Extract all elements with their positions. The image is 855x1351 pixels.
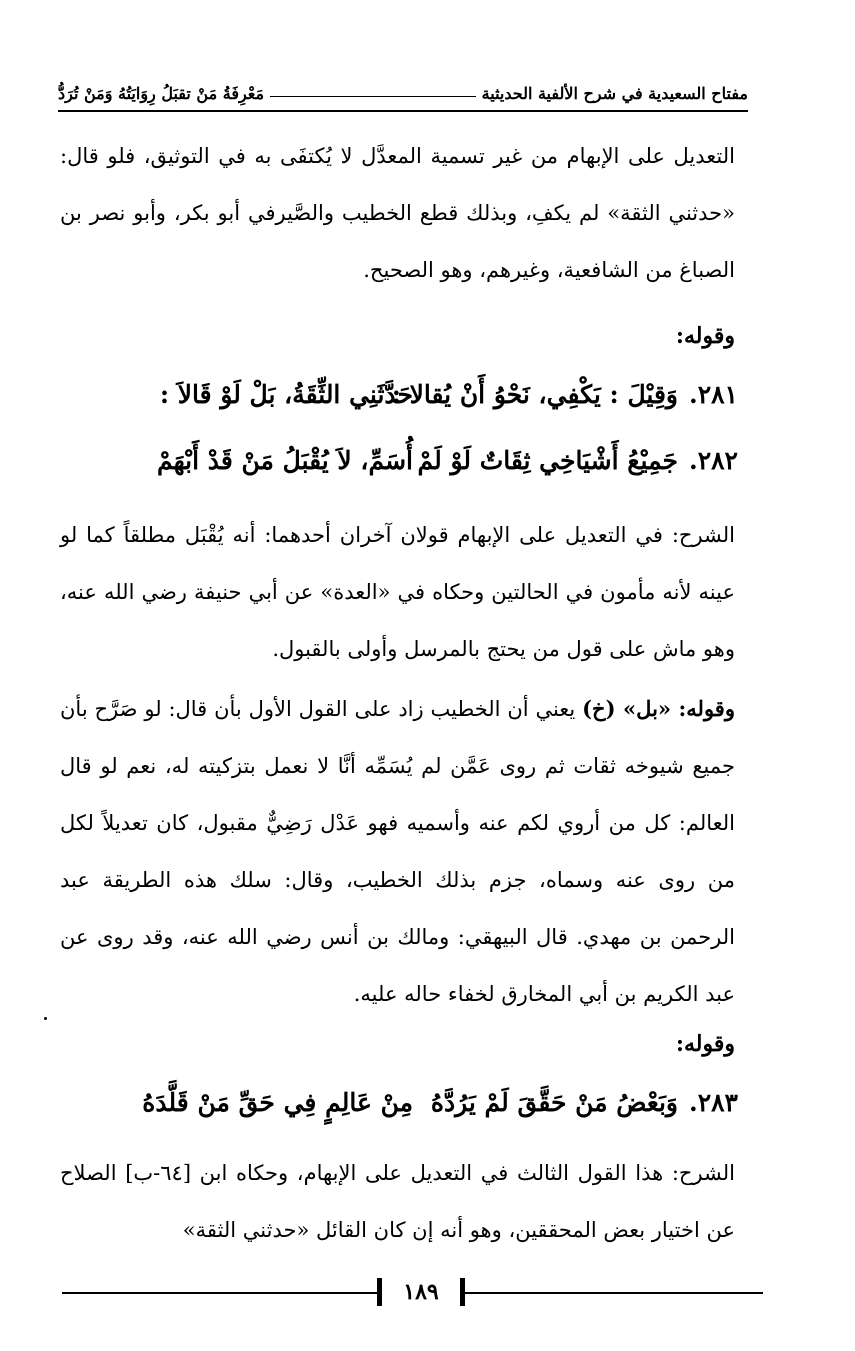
quote-lead: وقوله: «بل» (خ)	[582, 696, 735, 721]
verse-number: ٢٨٣.	[688, 1087, 738, 1117]
verse-first-hemistich: وَقِيْلَ : يَكْفِي، نَحْوُ أَنْ يُقالا :	[391, 379, 678, 409]
page-number: ١٨٩	[377, 1274, 465, 1310]
verse-line	[60, 432, 738, 488]
verse-first-hemistich: وَبَعْضُ مَنْ حَقَّقَ لَمْ يَرُدَّهُ	[430, 1087, 678, 1117]
verse-second-hemistich: حَدَّثَنِي الثِّقَةُ، بَلْ لَوْ قَالاَ :	[159, 379, 413, 409]
footer-rule-left	[62, 1292, 377, 1294]
verse-line	[60, 366, 738, 422]
verse-line	[60, 1074, 738, 1130]
stray-dot	[44, 1017, 47, 1020]
paragraph-commentary-1: الشرح: في التعديل على الإبهام قولان آخران أحدهما: أنه يُقْبَل مطلقاً كما لو عينه لأنه مأمون في الحالتين وحكاه في «العدة» عن أبي حنيفة رضي الله عنه، وهو ماش على قول من يحتج بالمرسل وأولى بالقبول.	[60, 523, 735, 661]
quote-label: وقوله:	[675, 1031, 735, 1057]
footer-rule-right	[465, 1292, 763, 1294]
verse-number: ٢٨١.	[688, 379, 738, 409]
verse-second-hemistich: مِنْ عَالِمٍ فِي حَقِّ مَنْ قَلَّدَهُ	[142, 1087, 413, 1117]
paragraph-body: يعني أن الخطيب زاد على القول الأول بأن قال: لو صَرَّح بأن جميع شيوخه ثقات ثم روى عَمَّن لم يُسَمِّه أنَّا لا نعمل بتزكيته له، نعم لو قال العالم: كل من أروي لكم عنه وأسميه فهو عَدْل رَضِيٌّ مقبول، كان تعديلاً لكل من روى عنه وسماه، جزم بذلك الخطيب، وقال: سلك هذه الطريقة عبد الرحمن بن مهدي. قال البيهقي: ومالك بن أنس رضي الله عنه، وقد روى عن عبد الكريم بن أبي المخارق لخفاء حاله عليه.	[60, 697, 735, 1006]
chapter-title: مَعْرِفَةُ مَنْ تقبَلُ رِوَايَتُهُ وَمَنْ تُرَدُّ	[58, 83, 265, 103]
paragraph-commentary-2	[60, 680, 735, 1023]
book-title: مفتاح السعيدية في شرح الألفية الحديثية	[481, 83, 748, 103]
running-header	[58, 78, 748, 108]
verse-second-hemistich: أُسَمِّ، لاَ يُقْبَلُ مَنْ قَدْ أَبْهَمْ	[156, 445, 413, 475]
header-rule	[58, 110, 748, 112]
paragraph-commentary-3: الشرح: هذا القول الثالث في التعديل على الإبهام، وحكاه ابن [٦٤-ب] الصلاح عن اختيار بعض المحققين، وهو أنه إن كان القائل «حدثني الثقة»	[60, 1161, 736, 1242]
verse-first-hemistich: جَمِيْعُ أَشْيَاخِي ثِقَاتٌ لَوْ لَمْ	[417, 445, 678, 475]
paragraph-intro: التعديل على الإبهام من غير تسمية المعدَّل لا يُكتفَى به في التوثيق، فلو قال: «حدثني الثقة» لم يكفِ، وبذلك قطع الخطيب والصَّيرفي أبو بكر، وأبو نصر بن الصباغ من الشافعية، وغيرهم، وهو الصحيح.	[60, 144, 735, 282]
quote-label: وقوله:	[675, 323, 735, 349]
verse-number: ٢٨٢.	[688, 445, 738, 475]
header-dash-line	[270, 96, 476, 97]
